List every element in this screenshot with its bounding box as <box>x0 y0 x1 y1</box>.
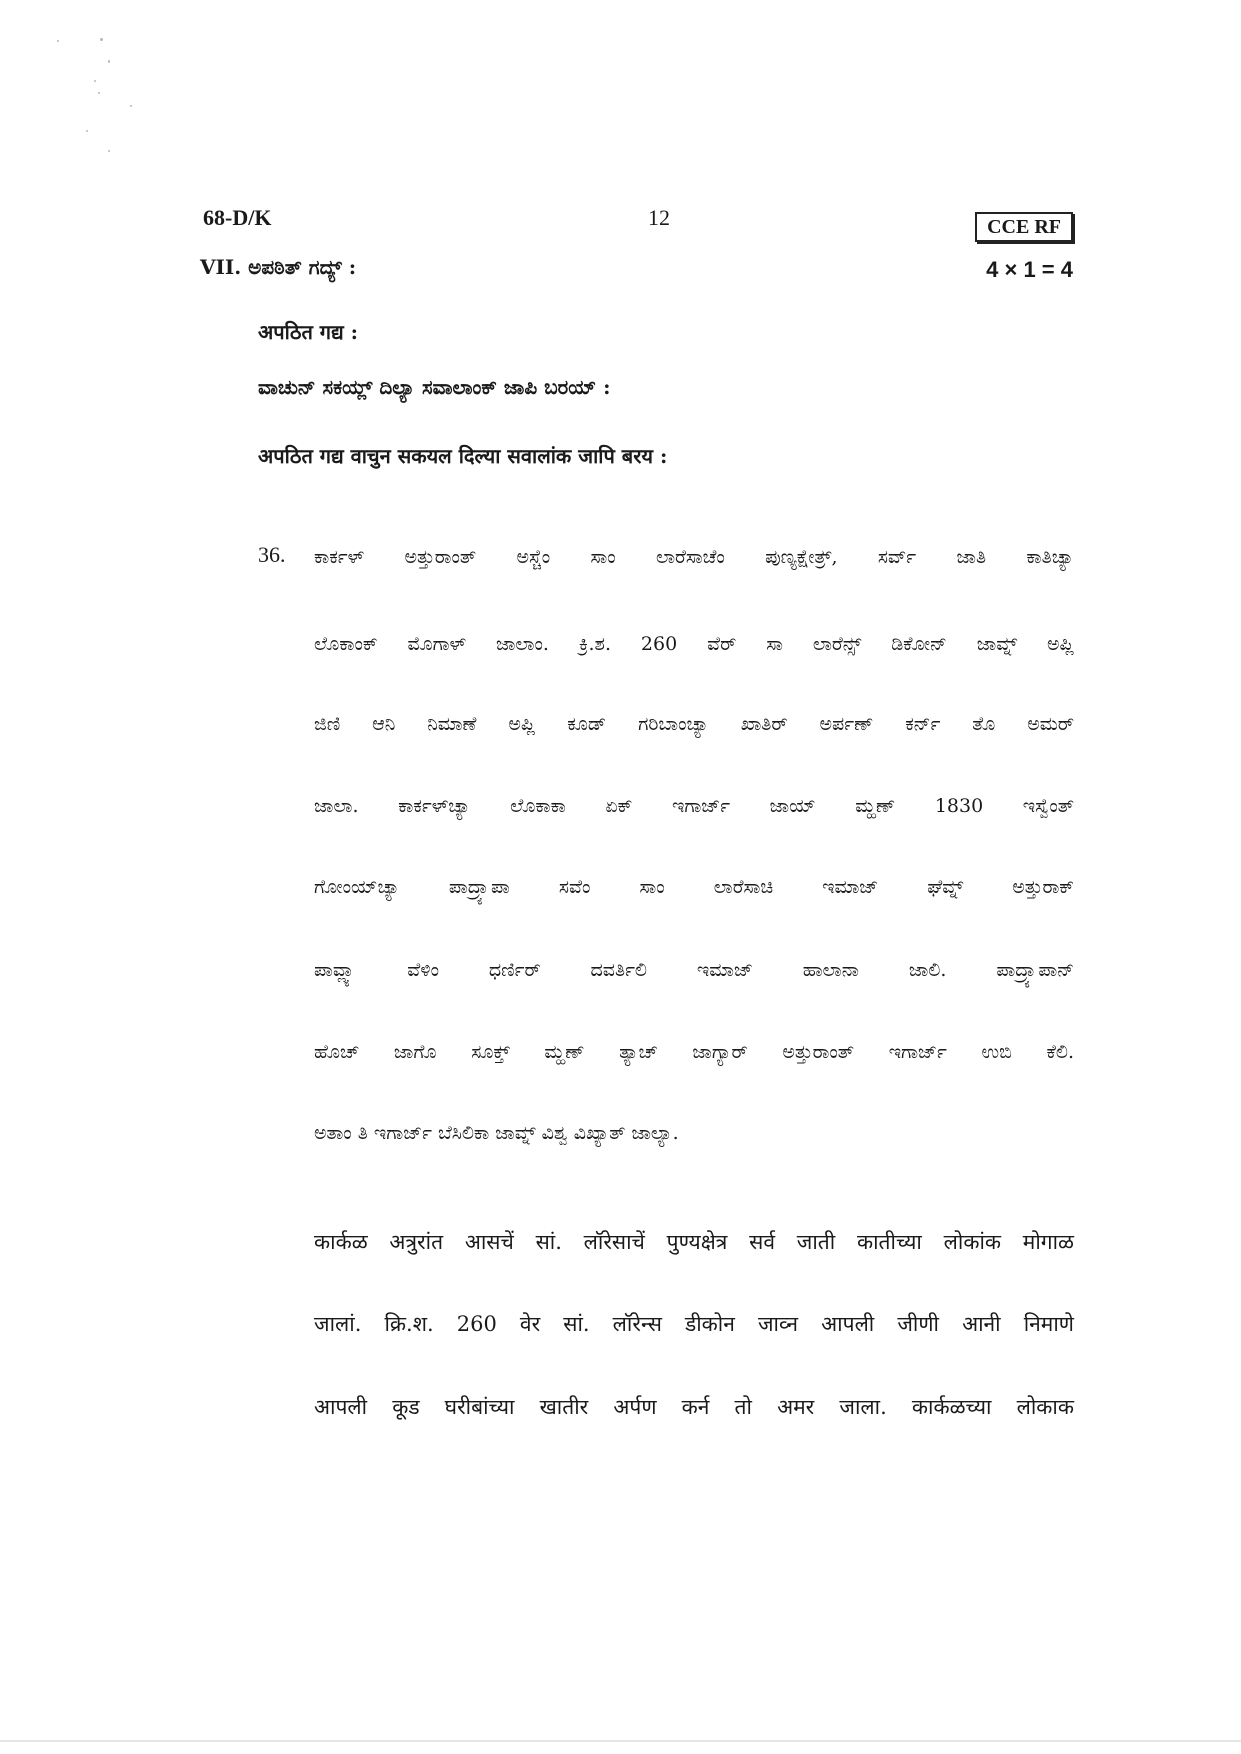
question-number: 36. <box>258 542 286 567</box>
scan-edge <box>0 1740 1241 1742</box>
passage-line-kannada: ಕಾರ್ಕಳ್ ಅತ್ತುರಾಂತ್ ಅಸ್ಚೆಂ ಸಾಂ ಲಾರೆಸಾಚೆಂ ಪುಣ್ಯಕ್ಷೇತ್ರ್, ಸರ್ವ್ ಜಾತಿ ಕಾತಿಚ್ಯಾ <box>314 546 1074 568</box>
scan-speck <box>94 80 96 82</box>
page-header <box>203 205 1073 245</box>
section-title: VII. ಅಪಠಿತ್ ಗದ್ಯ್ : <box>200 255 357 279</box>
scan-speck <box>100 38 103 41</box>
passage-line-devanagari: कार्कळ अत्रुरांत आसचें सां. लॉरेसाचें पुण्यक्षेत्र सर्व जाती कातीच्या लोकांक मोगाळ <box>314 1230 1074 1254</box>
scan-speck <box>108 150 110 152</box>
passage-line-kannada: ಅತಾಂ ತಿ ಇಗಾರ್ಜ್ ಬೆಸಿಲಿಕಾ ಜಾವ್ನ್ ವಿಶ್ವ ವಿಖ್ಯಾತ್ ಜಾಲ್ಯಾ. <box>314 1122 679 1144</box>
scan-speck <box>57 40 59 42</box>
passage-line-kannada: ಲೊಕಾಂಕ್ ಮೊಗಾಳ್ ಜಾಲಾಂ. ಕ್ರಿ.ಶ. 260 ವೆರ್ ಸಾ ಲಾರೆನ್ಸ್ ಡಿಕೋನ್ ಜಾವ್ನ್ ಅಪ್ಲಿ <box>314 633 1074 655</box>
scan-speck <box>130 105 132 107</box>
passage-line-kannada: ಜಾಲಾ. ಕಾರ್ಕಳ್‌ಚ್ಯಾ ಲೊಕಾಕಾ ಏಕ್ ಇಗಾರ್ಜ್ ಜಾಯ್ ಮ್ಹಣ್ 1830 ಇಸ್ವೆಂತ್ <box>314 795 1074 817</box>
instruction-devanagari: अपठित गद्य वाचुन सकयल दिल्या सवालांक जापि बरय : <box>258 444 668 468</box>
passage-line-devanagari: आपली कूड घरीबांच्या खातीर अर्पण कर्न तो अमर जाला. कार्कळच्या लोकाक <box>314 1395 1074 1419</box>
scan-speck <box>98 92 100 94</box>
scan-speck <box>86 130 88 132</box>
paper-badge: CCE RF <box>975 212 1073 242</box>
section-header <box>200 255 1073 291</box>
passage-line-kannada: ಜಿಣಿ ಆನಿ ನಿಮಾಣೆ ಅಪ್ಲಿ ಕೂಡ್ ಗರಿಬಾಂಚ್ಯಾ ಖಾತಿರ್ ಅರ್ಪಣ್ ಕರ್ನ್ ತೊ ಅಮರ್ <box>314 713 1074 735</box>
paper-code: 68-D/K <box>203 205 272 230</box>
passage-line-kannada: ಗೋಂಯ್‌ಚ್ಯಾ ಪಾದ್ರ್ಯಾಪಾ ಸವೆಂ ಸಾಂ ಲಾರೆಸಾಚಿ ಇಮಾಜ್ ಘೆವ್ನ್ ಅತ್ತುರಾಕ್ <box>314 876 1074 898</box>
instruction-kannada: ವಾಚುನ್ ಸಕಯ್ಲ್ ದಿಲ್ಯಾ ಸವಾಲಾಂಕ್ ಜಾಪಿ ಬರಯ್ : <box>258 375 611 399</box>
instruction-heading: अपठित गद्य : <box>258 320 359 344</box>
passage-line-kannada: ಹೊಚ್ ಜಾಗೊ ಸೂಕ್ತ್ ಮ್ಹಣ್ ತ್ಯಾಚ್ ಜಾಗ್ಯಾರ್ ಅತ್ತುರಾಂತ್ ಇಗಾರ್ಜ್ ಉಬಿ ಕೆಲಿ. <box>314 1041 1074 1063</box>
passage-line-kannada: ಪಾವ್ಲ್ಯಾ ವೆಳಿಂ ಧರ್ಣಿರ್ ದವರ್ತಿಲಿ ಇಮಾಜ್ ಹಾಲಾನಾ ಜಾಲಿ. ಪಾದ್ರ್ಯಾಪಾನ್ <box>314 959 1074 981</box>
scan-speck <box>108 60 110 63</box>
passage-line-devanagari: जालां. क्रि.श. 260 वेर सां. लॉरेन्स डीकोन जाव्न आपली जीणी आनी निमाणे <box>314 1312 1074 1336</box>
page-number: 12 <box>648 205 670 230</box>
marks-allocation: 4 × 1 = 4 <box>986 257 1073 282</box>
